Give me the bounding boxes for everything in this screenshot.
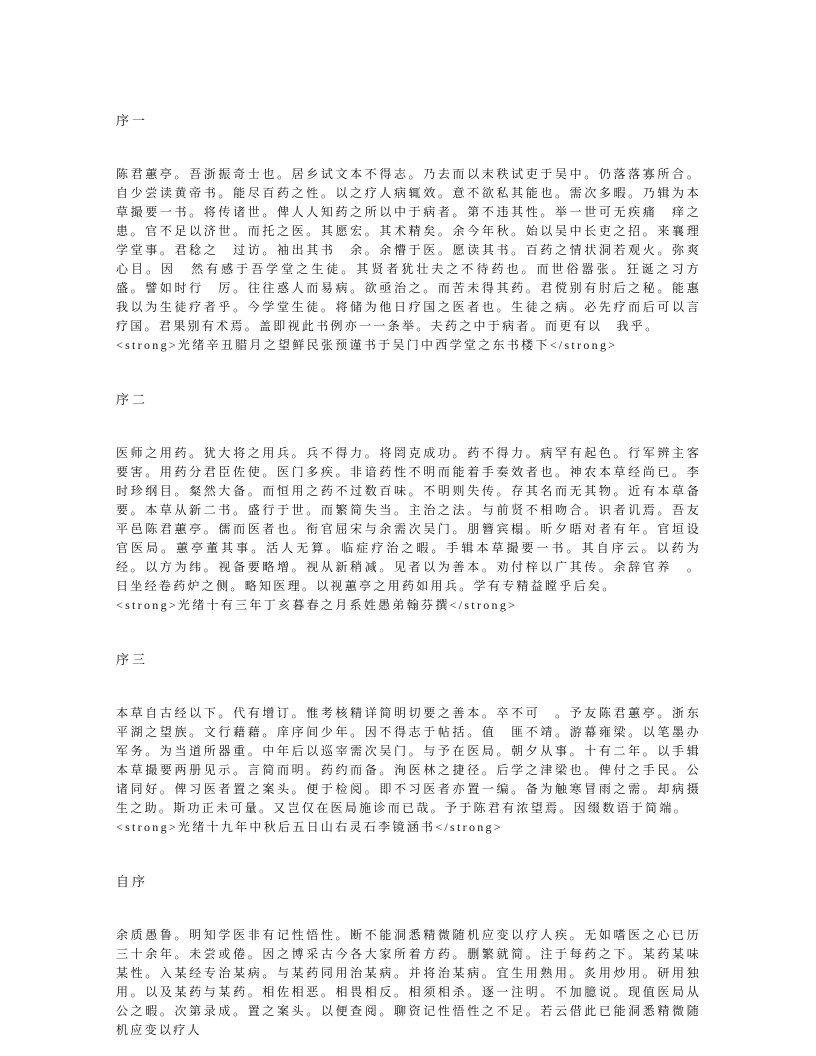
preface-3-signature: <strong>光绪十九年中秋后五日山右灵石李镜涵书</strong>	[116, 820, 503, 834]
author-preface-heading: 自序	[116, 874, 149, 889]
preface-2-signature: <strong>光绪十有三年丁亥暮春之月系姓愚弟翰芬撰</strong>	[116, 598, 518, 612]
preface-3-heading: 序三	[116, 652, 149, 667]
section-preface-2	[116, 389, 701, 615]
section-preface-3	[116, 649, 701, 837]
section-preface-1	[116, 110, 701, 355]
preface-1-signature: <strong>光绪辛丑腊月之望鲜民张预谨书于吴门中西学堂之东书楼下</strong>	[116, 338, 618, 352]
preface-3-body: 本草自古经以下。代有增订。惟考核精详简明切要之善本。卒不可 。予友陈君蕙亭。浙东平湖之望族。文行藉藉。庠序间少年。因不得志于帖括。值 匪不靖。游幕雍梁。以笔墨办军务。为当道所器重。中年后以巡宰需次吴门。与予在医局。朝夕从事。十有二年。以手辑本草撮要两册见示。言简而明。药约而备。洵医林之捷径。后学之津梁也。俾付之手民。公诸同好。俾习医者置之案头。便于检阅。即不习医者亦置一编。备为触寒冒雨之需。却病摄生之助。斯功正未可量。又岂仅在医局施诊而已哉。予于陈君有浓望焉。因缀数语于简端。	[116, 706, 701, 815]
preface-1-heading: 序一	[116, 113, 149, 128]
preface-1-body: 陈君蕙亭。吾浙振奇士也。居乡试文本不得志。乃去而以末秩试吏于吴中。仍落落寡所合。自少尝读黄帝书。能尽百药之性。以之疗人病辄效。意不欲私其能也。需次多暇。乃辑为本草撮要一书。将传诸世。俾人人知药之所以中于病者。第不违其性。举一世可无疾痛 痒之患。官不足以济世。而托之医。其愿宏。其术精矣。余今年秋。始以吴中长吏之招。来襄理学堂事。君稔之 过访。袖出其书 余。余懵于医。愿读其书。百药之情状洞若观火。弥爽心目。因 然有感于吾学堂之生徒。其贤者犹壮夫之不待药也。而世俗嚣张。狂诞之习方盛。譬如时行 厉。往往惑人而易病。欲亟治之。而苦未得其药。君傥别有肘后之秘。能惠我以为生徒疗者乎。今学堂生徒。将储为他日疗国之医者也。生徒之病。必先疗而后可以言疗国。君果别有术焉。盖即视此书例亦一一条举。夫药之中于病者。而更有以 我乎。	[116, 167, 701, 333]
preface-2-heading: 序二	[116, 392, 149, 407]
preface-2-body: 医师之用药。犹大将之用兵。兵不得力。将罔克成功。药不得力。病罕有起色。行军辨主客要害。用药分君臣佐使。医门多疾。非谙药性不明而能着手奏效者也。神农本草经尚已。李时珍纲目。粲然大备。而恒用之药不过数百味。不明则失传。存其名而无其物。近有本草备要。本草从新二书。盛行于世。而繁简失当。主治之法。与前贤不相吻合。识者讥焉。吾友平邑陈君蕙亭。儒而医者也。衔官屈宋与余需次吴门。朋簪宾榻。昕夕晤对者有年。官垣设官医局。蕙亭董其事。活人无算。临症疗治之暇。手辑本草撮要一书。其自序云。以药为经。以方为纬。视备要略增。视从新稍减。见者以为善本。劝付梓以广其传。余辞官养 。日坐经卷药炉之侧。略知医理。以视蕙亭之用药如用兵。学有专精益瞠乎后矣。	[116, 446, 701, 593]
author-preface-body: 余质愚鲁。明知学医非有记性悟性。断不能洞悉精微随机应变以疗人疾。无如嗜医之心已历三十余年。未尝或倦。因之博采古今各大家所着方药。删繁就简。注于每药之下。某药某味某性。入某经专治某病。与某药同用治某病。并将治某病。宜生用熟用。炙用炒用。研用独用。以及某药与某药。相佐相恶。相畏相反。相须相杀。逐一注明。不加臆说。现值医局从公之暇。次第录成。置之案头。以便查阅。聊资记性悟性之不足。若云借此已能洞悉精微随机应变以疗人	[116, 928, 701, 1037]
section-author-preface	[116, 871, 701, 1040]
